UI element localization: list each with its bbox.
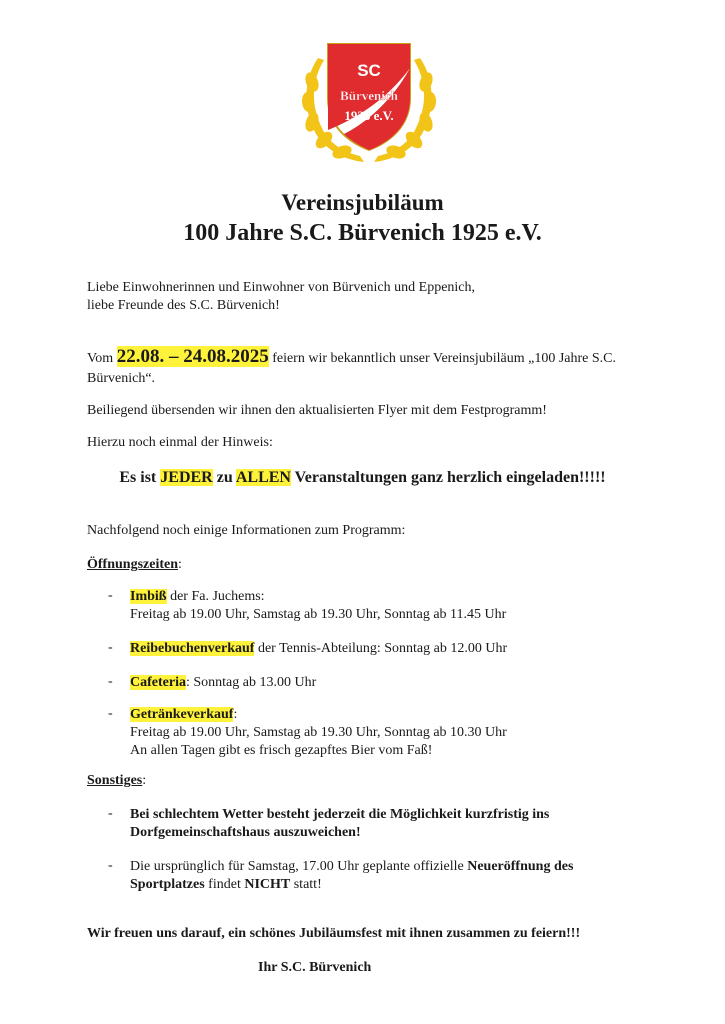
item-detail-2: An allen Tagen gibt es frisch gezapftes Bier vom Faß! — [130, 743, 433, 758]
misc-heading — [87, 772, 146, 790]
event-dates: 22.08. – 24.08.2025 — [116, 346, 269, 367]
opening-heading — [87, 556, 182, 574]
invitation-notice — [0, 469, 725, 487]
intro-suffix: feiern wir bekanntlich unser Vereinsjubiläum „100 Jahre S.C. — [268, 351, 617, 366]
item-rest: der Fa. Juchems: — [166, 589, 265, 604]
invite-part-3: Veranstaltungen ganz herzlich eingeladen!!!!! — [290, 469, 606, 486]
misc-item-line-1: Bei schlechtem Wetter besteht jederzeit die Möglichkeit kurzfristig ins — [130, 807, 550, 822]
item-detail: Freitag ab 19.00 Uhr, Samstag ab 19.30 Uhr, Sonntag ab 10.30 Uhr — [130, 725, 507, 740]
list-item — [130, 588, 690, 624]
list-item — [130, 674, 690, 692]
flyer-text: Beiliegend übersenden wir ihnen den aktualisierten Flyer mit dem Festprogramm! — [87, 403, 547, 418]
greeting-line-2: liebe Freunde des S.C. Bürvenich! — [87, 298, 280, 313]
misc-item-bold-1: Neueröffnung des — [467, 859, 574, 874]
item-rest: der Tennis-Abteilung: Sonntag ab 12.00 Uhr — [254, 641, 508, 656]
list-bullet: - — [108, 858, 113, 873]
hint-text: Hierzu noch einmal der Hinweis: — [87, 435, 273, 450]
info-intro: Nachfolgend noch einige Informationen zum Programm: — [87, 523, 406, 538]
list-bullet: - — [108, 588, 113, 603]
intro-paragraph — [87, 348, 616, 368]
item-rest: : — [233, 707, 238, 722]
invite-part-2: zu — [212, 469, 236, 486]
club-logo — [298, 38, 440, 166]
list-item — [130, 858, 690, 894]
list-bullet: - — [108, 674, 113, 689]
list-bullet: - — [108, 806, 113, 821]
logo-text-sc: SC — [357, 61, 381, 80]
signature: Ihr S.C. Bürvenich — [258, 960, 372, 975]
intro-prefix: Vom — [87, 351, 117, 366]
misc-item-bold-2: Sportplatzes — [130, 877, 205, 892]
opening-heading-colon: : — [178, 557, 182, 572]
logo-text-year: 1925 e.V. — [344, 108, 394, 123]
list-bullet: - — [108, 706, 113, 721]
misc-heading-colon: : — [142, 773, 147, 788]
invite-allen: ALLEN — [235, 469, 291, 486]
title-line-2: 100 Jahre S.C. Bürvenich 1925 e.V. — [183, 220, 542, 246]
list-item — [130, 706, 690, 760]
item-name: Reibebuchenverkauf — [130, 641, 255, 656]
misc-item-mid: findet — [204, 877, 245, 892]
intro-line-2: Bürvenich“. — [87, 371, 156, 386]
opening-heading-text: Öffnungszeiten — [87, 557, 178, 572]
list-item — [130, 806, 690, 842]
misc-heading-text: Sonstiges — [87, 773, 143, 788]
invite-part-1: Es ist — [119, 469, 161, 486]
misc-item-line-2: Dorfgemeinschaftshaus auszuweichen! — [130, 825, 361, 840]
misc-item-post: statt! — [290, 877, 322, 892]
list-bullet: - — [108, 640, 113, 655]
item-name: Imbiß — [130, 589, 167, 604]
misc-item-pre: Die ursprünglich für Samstag, 17.00 Uhr geplante offizielle — [130, 859, 468, 874]
misc-item-nicht: NICHT — [244, 877, 291, 892]
list-item — [130, 640, 690, 658]
greeting-line-1: Liebe Einwohnerinnen und Einwohner von Bürvenich und Eppenich, — [87, 280, 476, 295]
item-detail: Freitag ab 19.00 Uhr, Samstag ab 19.30 Uhr, Sonntag ab 11.45 Uhr — [130, 607, 507, 622]
item-name: Cafeteria — [130, 675, 186, 690]
closing-line: Wir freuen uns darauf, ein schönes Jubiläumsfest mit ihnen zusammen zu feiern!!! — [87, 926, 581, 941]
item-rest: : Sonntag ab 13.00 Uhr — [185, 675, 317, 690]
item-name: Getränkeverkauf — [130, 707, 234, 722]
invite-jeder: JEDER — [160, 469, 213, 486]
title-line-1: Vereinsjubiläum — [281, 190, 444, 215]
logo-text-name: Bürvenich — [340, 88, 398, 103]
